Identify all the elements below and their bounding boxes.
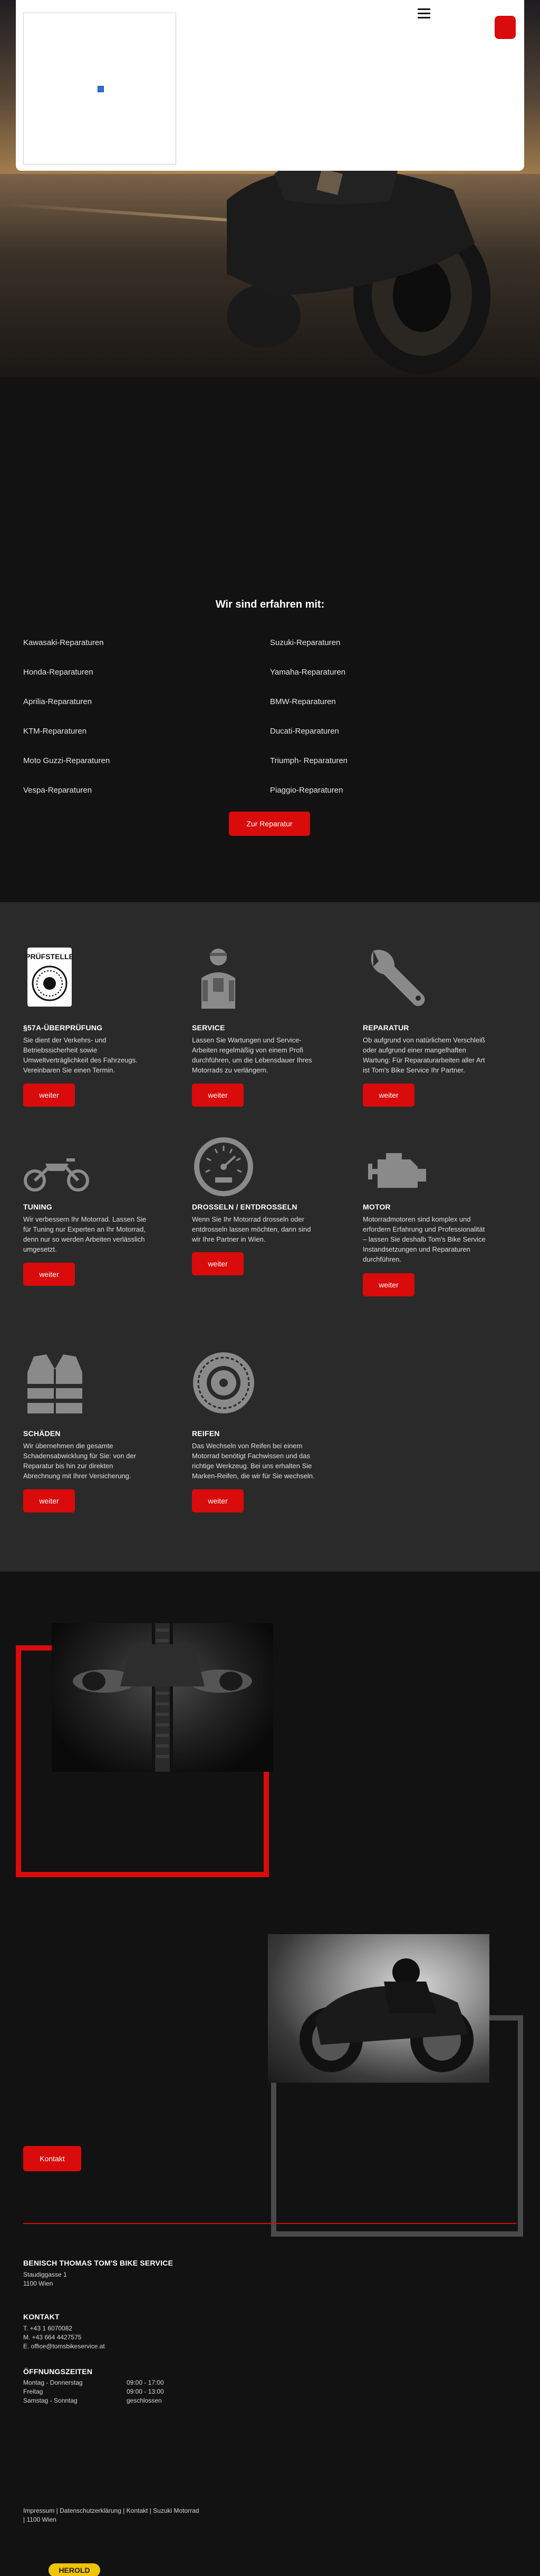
service-title: MOTOR <box>363 1203 391 1211</box>
badge-text: PRÜFSTELLE <box>25 952 74 961</box>
link-datenschutz[interactable]: Datenschutzerklärung <box>60 2507 121 2514</box>
service-text: Wir verbessern Ihr Motorrad. Lassen Sie für Tuning nur Experten an Ihr Motorrad, denn nur so werden Arbeiten verlässlich umgesetzt. <box>23 1215 147 1253</box>
repair-item: Honda-Reparaturen <box>23 668 93 677</box>
footer-hours-title: ÖFFNUNGSZEITEN <box>23 2367 93 2376</box>
hours-time: 09:00 - 17:00 <box>127 2379 164 2386</box>
weiter-button[interactable]: weiter <box>192 1084 244 1107</box>
service-text: Wenn Sie Ihr Motorrad drosseln oder entdrosseln lassen möchten, dann sind wir Ihre Partner in Wien. <box>192 1215 311 1243</box>
footer-contact <box>23 2324 105 2351</box>
repair-item: Piaggio-Reparaturen <box>270 786 343 795</box>
repair-item: Kawasaki-Reparaturen <box>23 638 104 647</box>
map-placeholder-icon <box>98 86 104 92</box>
link-impressum[interactable]: Impressum <box>23 2507 55 2514</box>
service-title: SERVICE <box>192 1023 225 1032</box>
service-title: REIFEN <box>192 1429 220 1438</box>
service-text: Wir übernehmen die gesamte Schadensabwicklung für Sie: von der Reparatur bis hin zur direkten Abrechnung mit Ihrer Versicherung. <box>23 1442 136 1480</box>
footer-email[interactable]: E. office@tomsbikeservice.at <box>23 2343 105 2350</box>
footer-divider <box>23 2223 516 2224</box>
hero-section <box>0 0 540 377</box>
service-card-reifen <box>192 1351 350 1520</box>
motorcycle-rear-photo <box>52 1623 273 1772</box>
service-card-reparatur <box>363 945 521 1114</box>
footer-phone[interactable]: T. +43 1 6070082 <box>23 2325 73 2332</box>
speedometer-icon <box>192 1135 255 1198</box>
footer-links: Impressum | Datenschutzerklärung | Kontakt | Suzuki Motorrad | 1100 Wien <box>23 2507 199 2523</box>
herold-badge[interactable]: HEROLD <box>49 2563 100 2576</box>
repair-item: Aprilia-Reparaturen <box>23 697 92 706</box>
service-title: DROSSELN / ENTDROSSELN <box>192 1203 297 1211</box>
footer-contact-title: KONTAKT <box>23 2312 60 2321</box>
weiter-button[interactable]: weiter <box>192 1489 244 1513</box>
hamburger-menu-icon[interactable] <box>418 8 430 19</box>
repair-item: Suzuki-Reparaturen <box>270 638 341 647</box>
repair-item: Ducati-Reparaturen <box>270 727 339 736</box>
repair-item: Yamaha-Reparaturen <box>270 668 346 677</box>
repair-item: Triumph- Reparaturen <box>270 756 348 765</box>
map-embed[interactable] <box>23 13 176 164</box>
service-text: Motorradmotoren sind komplex und erfordern Erfahrung und Professionalität – lassen Sie deshalb Tom's Bike Service Instandsetzungen und Reparaturen durchführen. <box>363 1215 486 1263</box>
service-title: REPARATUR <box>363 1023 409 1032</box>
weiter-button[interactable]: weiter <box>363 1273 414 1296</box>
hours-day: Freitag <box>23 2388 43 2395</box>
gallery-footer-section <box>0 1572 540 2576</box>
repair-item: Vespa-Reparaturen <box>23 786 92 795</box>
service-card-57a <box>23 945 181 1114</box>
footer-address: Staudiggasse 1 1100 Wien <box>23 2271 67 2287</box>
footer-mobile[interactable]: M. +43 664 4427575 <box>23 2334 82 2341</box>
weiter-button[interactable]: weiter <box>23 1084 75 1107</box>
header-action-button[interactable] <box>495 16 516 39</box>
service-text: Ob aufgrund von natürlichem Verschleiß oder aufgrund einer mangelhaften Wartung: Für Reparaturarbeiten aller Art ist Tom's Bike Service Ihr Partner. <box>363 1036 485 1074</box>
service-title: TUNING <box>23 1203 52 1211</box>
services-section <box>0 902 540 1572</box>
repair-item: BMW-Reparaturen <box>270 697 336 706</box>
hours-time: 09:00 - 13:00 <box>127 2388 164 2395</box>
engine-icon <box>363 1148 431 1195</box>
kontakt-button[interactable]: Kontakt <box>23 2146 81 2171</box>
wrench-icon <box>363 945 431 1009</box>
mechanic-icon <box>192 945 245 1009</box>
weiter-button[interactable]: weiter <box>192 1252 244 1275</box>
repair-item: KTM-Reparaturen <box>23 727 87 736</box>
link-suzuki[interactable]: Suzuki Motorrad <box>153 2507 199 2514</box>
experience-section <box>0 377 540 902</box>
service-card-schaeden <box>23 1351 181 1520</box>
repair-item: Moto Guzzi-Reparaturen <box>23 756 110 765</box>
weiter-button[interactable]: weiter <box>23 1263 75 1286</box>
link-kontakt[interactable]: Kontakt <box>126 2507 148 2514</box>
tire-icon <box>192 1351 255 1414</box>
zur-reparatur-button[interactable]: Zur Reparatur <box>229 812 310 836</box>
header-card <box>16 0 524 171</box>
service-card-tuning <box>23 1140 181 1309</box>
service-text: Lassen Sie Wartungen und Service- Arbeiten regelmäßig von einem Profi durchführen, um die Lebensdauer Ihres Motorrads zu verlängern. <box>192 1036 312 1074</box>
motorcycle-icon <box>23 1151 92 1193</box>
service-card-service <box>192 945 350 1114</box>
safety-vest-icon <box>23 1351 86 1414</box>
hours-time: geschlossen <box>127 2397 162 2404</box>
service-text: Das Wechseln von Reifen bei einem Motorrad benötigt Fachwissen und das richtige Werkzeug. Bei uns erhalten Sie Marken-Reifen, die wir für Sie wechseln. <box>192 1442 315 1480</box>
footer-company-title: BENISCH THOMAS TOM'S BIKE SERVICE <box>23 2259 173 2267</box>
service-text: Sie dient der Verkehrs- und Betriebssicherheit sowie Umweltverträglichkeit des Fahrzeugs. Vereinbaren Sie einen Termin. <box>23 1036 138 1074</box>
service-card-drosseln <box>192 1140 350 1309</box>
service-title: §57A-ÜBERPRÜFUNG <box>23 1023 103 1032</box>
experience-title: Wir sind erfahren mit: <box>215 599 325 610</box>
weiter-button[interactable]: weiter <box>23 1489 75 1513</box>
weiter-button[interactable]: weiter <box>363 1084 414 1107</box>
pruefstelle-badge-icon <box>23 945 76 1009</box>
service-title: SCHÄDEN <box>23 1429 61 1438</box>
footer-links-line2: | 1100 Wien <box>23 2516 56 2523</box>
rider-motorcycle-photo <box>268 1934 489 2083</box>
service-card-motor <box>363 1140 521 1320</box>
hours-day: Samstag - Sonntag <box>23 2397 78 2404</box>
hours-day: Montag - Donnerstag <box>23 2379 83 2386</box>
